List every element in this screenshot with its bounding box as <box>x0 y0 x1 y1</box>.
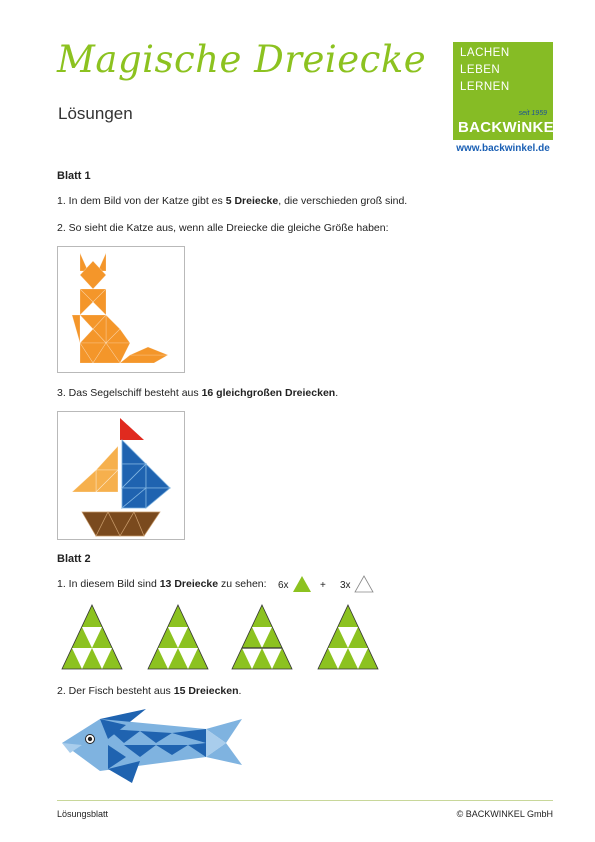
blatt1-question-3: 3. Das Segelschiff besteht aus 16 gleichgroßen Dreiecken. <box>57 387 339 399</box>
page-title: Magische Dreiecke <box>57 38 427 81</box>
sailboat-image-frame <box>57 411 185 540</box>
logo-line-lernen: LERNEN <box>460 81 510 93</box>
pyramid-triangles-image <box>60 603 390 673</box>
white-triangle-icon <box>354 575 374 593</box>
page-subtitle: Lösungen <box>58 104 133 123</box>
legend-white-count: 3x <box>340 580 351 591</box>
sailboat-tangram-image <box>58 412 184 539</box>
footer-copyright: © BACKWINKEL GmbH <box>456 809 553 819</box>
blatt2-question-2: 2. Der Fisch besteht aus 15 Dreiecken. <box>57 685 242 697</box>
footer-divider <box>57 800 553 801</box>
blatt2-question-1: 1. In diesem Bild sind 13 Dreiecke zu sehen: <box>57 578 267 590</box>
blatt1-heading: Blatt 1 <box>57 170 91 182</box>
footer-label: Lösungsblatt <box>57 809 109 819</box>
logo-line-leben: LEBEN <box>460 64 501 76</box>
blatt1-question-2: 2. So sieht die Katze aus, wenn alle Dreiecke die gleiche Größe haben: <box>57 222 389 234</box>
legend-plus: + <box>320 580 326 591</box>
logo-line-lachen: LACHEN <box>460 47 510 59</box>
logo-established: seit 1959 <box>518 110 547 117</box>
fish-tangram-image <box>60 705 250 787</box>
cat-tangram-image <box>58 247 184 372</box>
brand-logo <box>453 42 564 140</box>
legend-green-count: 6x <box>278 580 289 591</box>
blatt1-question-1: 1. In dem Bild von der Katze gibt es 5 Dreiecke, die verschieden groß sind. <box>57 195 408 207</box>
cat-image-frame <box>57 246 185 373</box>
fish-image <box>60 705 250 787</box>
website-link[interactable]: www.backwinkel.de <box>456 143 550 154</box>
blatt2-heading: Blatt 2 <box>57 553 91 565</box>
triangle-pyramids <box>60 603 390 673</box>
green-triangle-icon <box>292 575 312 593</box>
logo-brand-name: BACKWiNKEL <box>458 119 564 136</box>
